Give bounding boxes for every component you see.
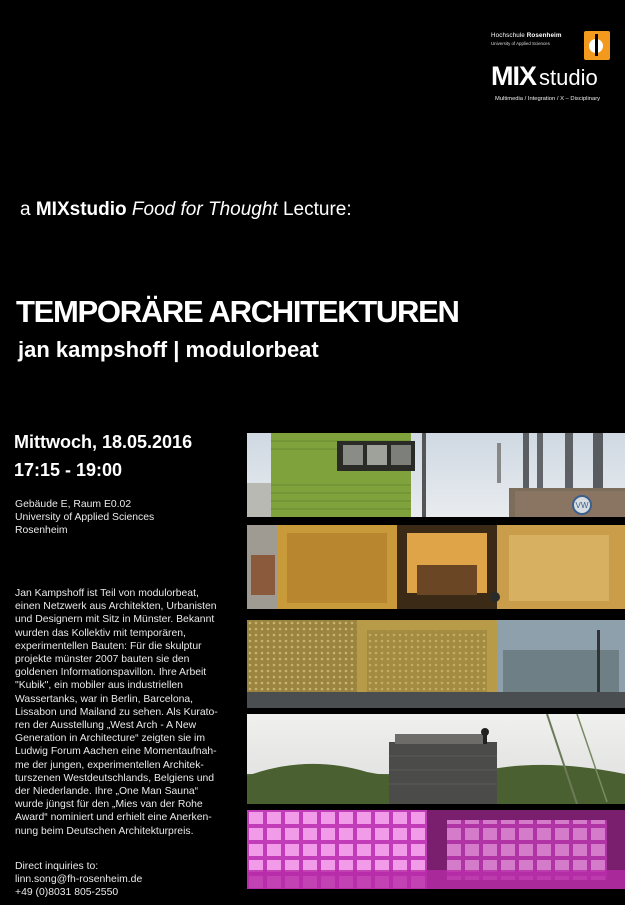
venue-line: Rosenheim bbox=[15, 525, 68, 537]
mixstudio-tagline: Multimedia / Integration / X – Disciplinary bbox=[495, 96, 601, 102]
lecture-speaker: jan kampshoff | modulorbeat bbox=[18, 337, 319, 362]
bio-line: Lissabon und Mailand zu sehen. Als Kurato- bbox=[15, 706, 218, 718]
photo-golden-pavilion bbox=[247, 525, 625, 609]
photo-sign-vw: VW bbox=[575, 501, 589, 510]
bio-line: Wassertanks, war in Berlin, Barcelona, bbox=[15, 693, 194, 705]
mixstudio-logo bbox=[491, 63, 598, 90]
photo-golden-facade bbox=[247, 620, 625, 708]
bio-line: wurden das Kollektiv mit temporären, bbox=[15, 627, 186, 639]
event-date: Mittwoch, 18.05.2016 bbox=[14, 432, 193, 452]
speaker-bio bbox=[15, 587, 247, 838]
bio-line: und Designern mit Sitz in Münster. Bekannt bbox=[15, 614, 215, 626]
bio-line: der Niederlande. Ihre „One Man Sauna“ bbox=[15, 786, 199, 798]
university-prefix: Hochschule bbox=[491, 32, 525, 39]
bio-line: projekte münster 2007 bauten sie den bbox=[15, 654, 190, 666]
intro-line bbox=[20, 199, 352, 221]
logo-block bbox=[489, 30, 617, 112]
intro-prefix: a bbox=[20, 199, 31, 220]
intro-suffix: Lecture: bbox=[282, 199, 352, 220]
contact-email[interactable]: linn.song@fh-rosenheim.de bbox=[15, 874, 143, 886]
university-emblem-icon bbox=[584, 31, 610, 60]
venue-line: University of Applied Sciences bbox=[15, 512, 155, 524]
bio-line: goldenen Informationspavillon. Ihre Arbeit bbox=[15, 667, 207, 679]
bio-line: me der jungen, experimentellen Architek- bbox=[15, 759, 204, 771]
bio-line: experimentellen Bauten: Für die skulptur bbox=[15, 640, 202, 652]
contact-label: Direct inquiries to: bbox=[15, 861, 99, 872]
mix-wordmark: MIX bbox=[491, 61, 537, 91]
university-name: Rosenheim bbox=[526, 32, 562, 39]
bio-line: einen Netzwerk aus Architekten, Urbanisten bbox=[15, 601, 217, 613]
photo-magenta-cubes bbox=[247, 810, 625, 889]
photo-green-building bbox=[247, 433, 625, 517]
bio-line: nung beim Deutschen Architekturpreis. bbox=[15, 825, 194, 837]
event-venue bbox=[15, 498, 245, 538]
intro-series: Food for Thought bbox=[131, 199, 278, 220]
bio-line: Ludwig Forum Aachen eine Momentaufnah- bbox=[15, 746, 217, 758]
bio-line: Award“ nominiert und erhielt eine Anerken- bbox=[15, 812, 212, 824]
lecture-title: TEMPORÄRE ARCHITEKTUREN bbox=[16, 294, 459, 329]
intro-brand: MIXstudio bbox=[35, 199, 127, 220]
photo-concrete-tower bbox=[247, 714, 625, 804]
bio-line: wurde jüngst für den „Mies van der Rohe bbox=[15, 799, 203, 811]
university-subtitle: University of Applied Sciences bbox=[491, 41, 550, 46]
studio-wordmark: studio bbox=[539, 65, 598, 90]
contact-info bbox=[15, 860, 245, 900]
venue-line: Gebäude E, Raum E0.02 bbox=[15, 499, 132, 510]
bio-line: ren der Ausstellung „West Arch - A New bbox=[15, 720, 197, 732]
bio-line: turszenen Westdeutschlands, Belgiens und bbox=[15, 772, 215, 784]
event-time: 17:15 - 19:00 bbox=[14, 460, 123, 480]
contact-phone: +49 (0)8031 805-2550 bbox=[15, 887, 119, 899]
bio-line: Generation in Architecture“ zeigten sie im bbox=[15, 733, 206, 745]
bio-line: Jan Kampshoff ist Teil von modulorbeat, bbox=[15, 588, 199, 599]
bio-line: "Kubik", ein mobiler aus industriellen bbox=[15, 680, 183, 692]
